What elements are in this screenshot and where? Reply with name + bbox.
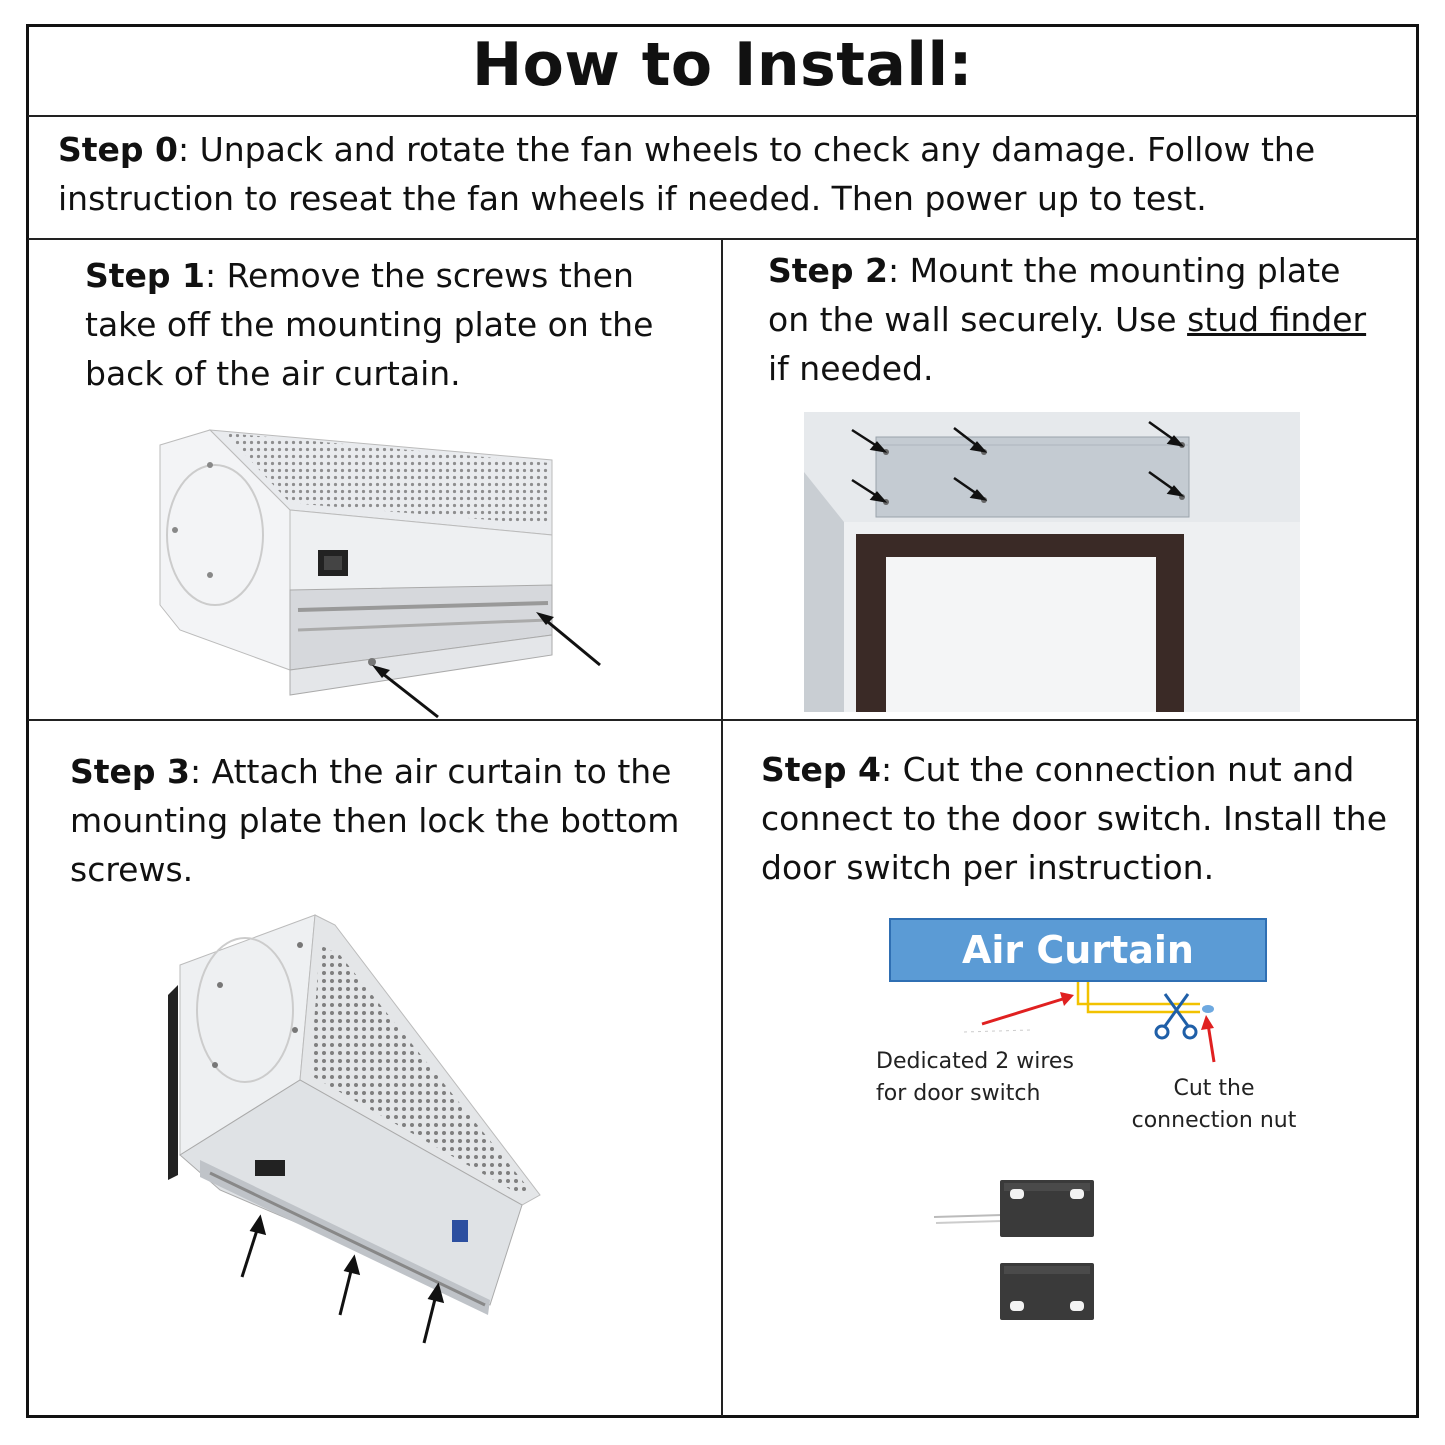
step2-line2: on the wall securely. Use: [768, 300, 1188, 339]
step1-air-curtain-image: [150, 425, 610, 720]
step3-air-curtain-image: [160, 905, 580, 1345]
step4-label: Step 4: [761, 750, 881, 789]
dedicated-wires-caption: [876, 1046, 1074, 1110]
stud-finder-link[interactable]: stud finder: [1187, 300, 1367, 339]
step1-text: [85, 251, 653, 398]
column-divider: [721, 238, 723, 1416]
step4-text: [761, 745, 1387, 892]
step3-text: [70, 747, 679, 894]
step1-line2: take off the mounting plate on the: [85, 305, 654, 344]
step1-line3: back of the air curtain.: [85, 354, 461, 393]
step3-label: Step 3: [70, 752, 190, 791]
step2-line3: if needed.: [768, 349, 934, 388]
title-divider: [28, 115, 1417, 117]
step3-line2: mounting plate then lock the bottom: [70, 801, 680, 840]
step1-label: Step 1: [85, 256, 205, 295]
step4-line3: door switch per instruction.: [761, 848, 1215, 887]
cut-nut-caption-line1: Cut the: [1173, 1076, 1255, 1101]
step0-label: Step 0: [58, 130, 178, 169]
step1-line1: : Remove the screws then: [205, 256, 634, 295]
step4-line2: connect to the door switch. Install the: [761, 799, 1388, 838]
step2-line1: : Mount the mounting plate: [888, 251, 1341, 290]
cut-nut-caption: [1130, 1073, 1298, 1137]
step2-text: [768, 246, 1366, 393]
step0-line2: instruction to reseat the fan wheels if needed. Then power up to test.: [58, 179, 1207, 218]
air-curtain-box-label: Air Curtain: [962, 928, 1194, 972]
scissors-icon: [1156, 994, 1196, 1038]
step0-text: [58, 125, 1315, 223]
dedicated-wires-caption-line2: for door switch: [876, 1081, 1041, 1106]
door-switch-image: [930, 1175, 1100, 1325]
step3-line1: : Attach the air curtain to the: [190, 752, 672, 791]
air-curtain-box: [889, 918, 1267, 982]
step2-mounting-plate-image: [804, 412, 1300, 712]
step0-line1: : Unpack and rotate the fan wheels to check any damage. Follow the: [178, 130, 1316, 169]
step2-label: Step 2: [768, 251, 888, 290]
step4-line1: : Cut the connection nut and: [881, 750, 1355, 789]
dedicated-wires-caption-line1: Dedicated 2 wires: [876, 1049, 1074, 1074]
cut-nut-caption-line2: connection nut: [1131, 1108, 1297, 1133]
step3-line3: screws.: [70, 850, 194, 889]
page-title: How to Install:: [471, 30, 974, 100]
